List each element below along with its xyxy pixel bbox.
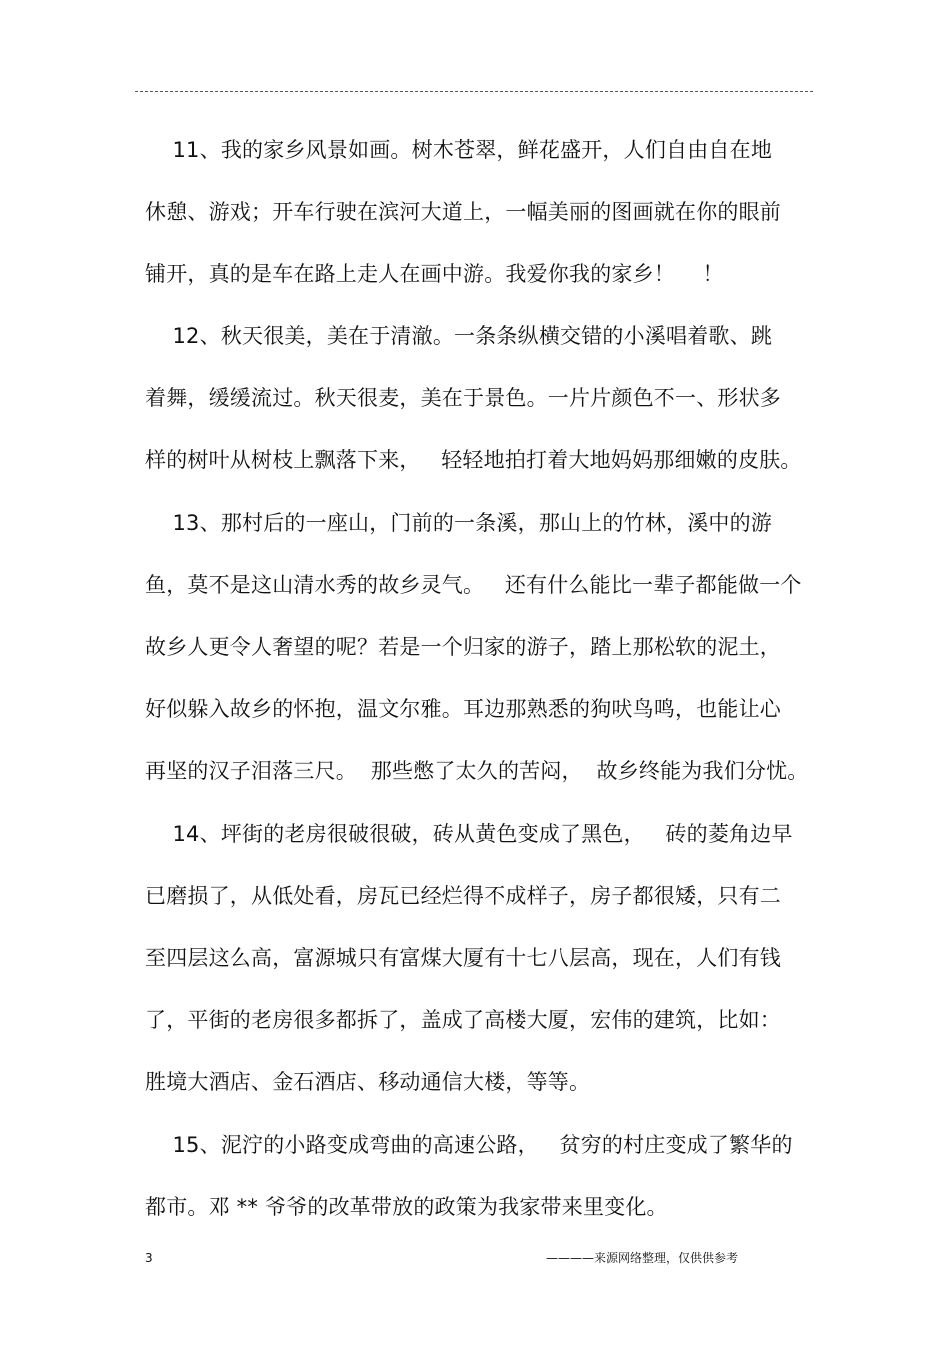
text-line: 至四层这么高，富源城只有富煤大厦有十七八层高，现在，人们有钱 (145, 946, 781, 970)
page-number: 3 (145, 1251, 153, 1265)
text-line: 了，平街的老房很多都拆了，盖成了高楼大厦，宏伟的建筑，比如： (145, 1008, 781, 1032)
text-line: 休憩、游戏；开车行驶在滨河大道上，一幅美丽的图画就在你的眼前 (145, 200, 781, 224)
text-line: 着舞，缓缓流过。秋天很麦，美在于景色。一片片颜色不一、形状多 (145, 386, 781, 410)
text-line: 13、那村后的一座山，门前的一条溪，那山上的竹林，溪中的游 (145, 511, 773, 535)
text-line: 鱼，莫不是这山清水秀的故乡灵气。 还有什么能比一辈子都能做一个 (145, 573, 802, 597)
text-line: 14、坪街的老房很破很破，砖从黄色变成了黑色， 砖的菱角边早 (145, 822, 793, 846)
text-line: 11、我的家乡风景如画。树木苍翠，鲜花盛开，人们自由自在地 (145, 138, 773, 162)
text-line: 胜境大酒店、金石酒店、移动通信大楼，等等。 (145, 1070, 591, 1094)
text-line: 已磨损了，从低处看，房瓦已经烂得不成样子，房子都很矮，只有二 (145, 884, 781, 908)
text-line: 12、秋天很美，美在于清澈。一条条纵横交错的小溪唱着歌、跳 (145, 324, 773, 348)
text-line: 再坚的汉子泪落三尺。 那些憋了太久的苦闷， 故乡终能为我们分忧。 (145, 759, 809, 783)
text-line: 铺开，真的是车在路上走人在画中游。我爱你我的家乡！ ！ (145, 262, 724, 286)
footer-source-note: ————来源网络整理，仅供供参考 (546, 1251, 739, 1265)
header-dashed-rule (135, 91, 813, 92)
text-line: 样的树叶从树枝上飘落下来， 轻轻地拍打着大地妈妈那细嫩的皮肤。 (145, 448, 802, 472)
text-line: 好似躲入故乡的怀抱，温文尔雅。耳边那熟悉的狗吠鸟鸣，也能让心 (145, 697, 781, 721)
text-line: 故乡人更令人奢望的呢？若是一个归家的游子，踏上那松软的泥土， (145, 635, 781, 659)
text-line: 都市。邓 ** 爷爷的改革带放的政策为我家带来里变化。 (145, 1195, 668, 1219)
text-line: 15、泥泞的小路变成弯曲的高速公路， 贫穷的村庄变成了繁华的 (145, 1133, 793, 1157)
